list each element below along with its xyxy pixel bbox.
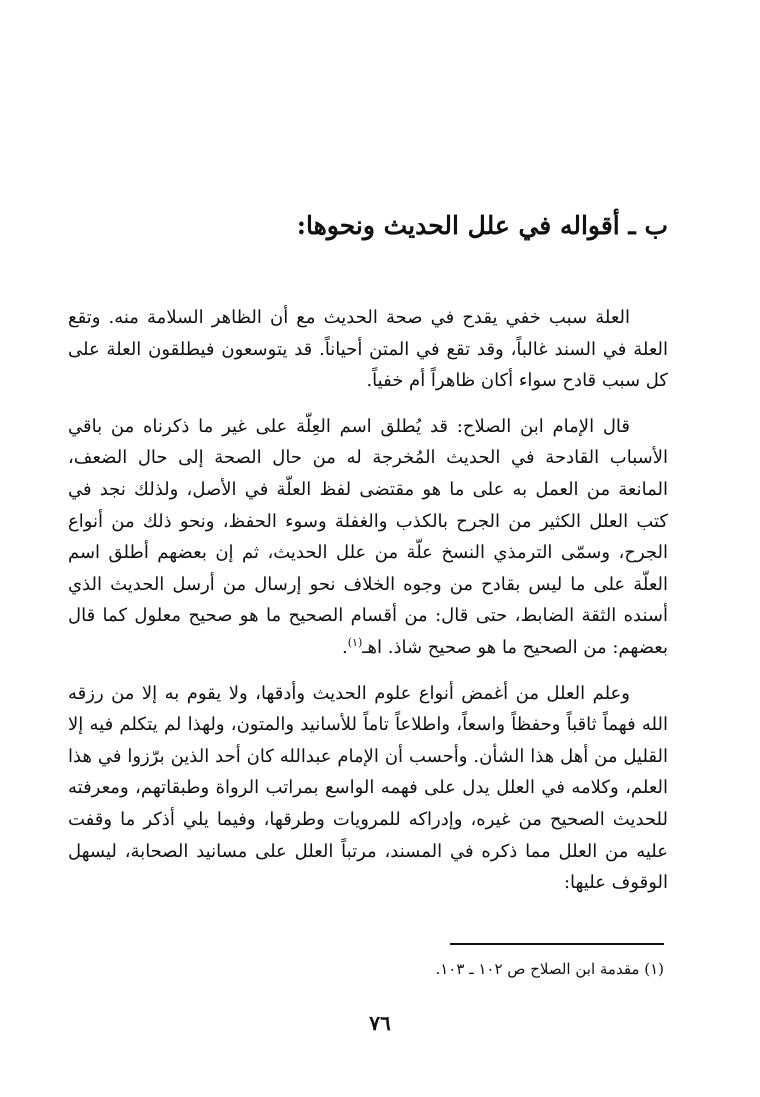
paragraph-ibn-salah-quote: قال الإمام ابن الصلاح: قد يُطلق اسم العِلّة على غير ما ذكرناه من باقي الأسباب القادحة في الحديث المُخرجة له من حال الصحة إلى حال الضعف، المانعة من العمل به على ما هو مقتضى لفظ العلّة في الأصل، ولذلك نجد في كتب العلل الكثير من الجرح بالكذب والغفلة وسوء الحفظ، ونحو ذلك من أنواع الجرح، وسمّى الترمذي النسخ علّة من علل الحديث، ثم إن بعضهم أطلق اسم العلّة على ما ليس بقادح من وجوه الخلاف نحو إرسال من أرسل الحديث الذي أسنده الثقة الضابط، حتى قال: من أقسام الصحيح ما هو صحيح معلول كما قال بعضهم: من الصحيح ما هو صحيح شاذ. اهـ$^{(١)}$.	[68, 415, 668, 658]
footnote-reference: (١)	[347, 635, 363, 649]
paragraph-science-of-ilal: وعلم العلل من أغمض أنواع علوم الحديث وأدقها، ولا يقوم به إلا من رزقه الله فهماً ثاقباً وحفظاً واسعاً، واطلاعاً تاماً للأسانيد والمتون، ولهذا لم يتكلم فيه إلا القليل من أهل هذا الشأن. وأحسب أن الإمام عبدالله كان أحد الذين برّزوا في هذا العلم، وكلامه في العلل يدل على فهمه الواسع بمراتب الرواة وطبقاتهم، ومعرفته للحديث الصحيح من غيره، وإدراكه للمرويات وطرقها، وفيما يلي أذكر ما وقفت عليه من العلل مما ذكره في المسند، مرتباً العلل على مسانيد الصحابة، ليسهل الوقوف عليها:	[68, 682, 668, 894]
footnote: (١) مقدمة ابن الصلاح ص ١٠٢ ـ ١٠٣.	[435, 960, 664, 978]
footnote-separator	[450, 943, 664, 945]
page-number: ٧٦	[369, 1011, 391, 1035]
paragraph-definition: العلة سبب خفي يقدح في صحة الحديث مع أن الظاهر السلامة منه. وتقع العلة في السند غالباً، وقد تقع في المتن أحياناً. قد يتوسعون فيطلقون العلة على كل سبب قادح سواء أكان ظاهراً أم خفياً.	[68, 307, 668, 392]
paragraph-ibn-salah-quote-text: قال الإمام ابن الصلاح: قد يُطلق اسم العِلّة على غير ما ذكرناه من باقي الأسباب القادحة في الحديث المُخرجة له من حال الصحة إلى حال الضعف، المانعة من العمل به على ما هو مقتضى لفظ العلّة في الأصل، ولذلك نجد في كتب العلل الكثير من الجرح بالكذب والغفلة وسوء الحفظ، ونحو ذلك من أنواع الجرح، وسمّى الترمذي النسخ علّة من علل الحديث، ثم إن بعضهم أطلق اسم العلّة على ما ليس بقادح من وجوه الخلاف نحو إرسال من أرسل الحديث الذي أسنده الثقة الضابط، حتى قال: من أقسام الصحيح ما هو صحيح معلول كما قال بعضهم: من الصحيح ما هو صحيح شاذ. اهـ	[68, 415, 668, 658]
body-text	[68, 302, 668, 899]
section-heading: ب ـ أقواله في علل الحديث ونحوها:	[296, 211, 668, 240]
